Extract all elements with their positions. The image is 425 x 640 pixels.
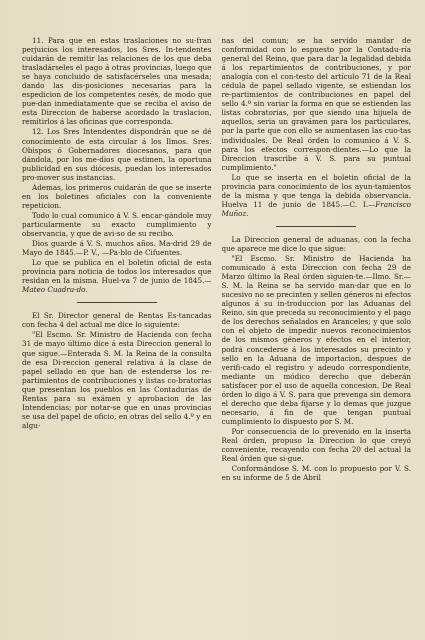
- paragraph-direccion-aduanas: La Direccion general de aduanas, con la fecha que aparece me dice lo que sigue:: [221, 234, 411, 253]
- paragraph-conformandose: Conformándose S. M. con lo propuesto por V. S. en su informe de 5 de Abril: [221, 464, 411, 483]
- signature-francisco-munoz: Francisco Muñoz.: [221, 199, 411, 218]
- paragraph-boletines: Ademas, los primeros cuidarán de que se inserte en los boletines oficiales con la conveniente repeticion.: [22, 182, 212, 210]
- signature-mateo-cuadrado: Mateo Cuadra-do.: [22, 285, 88, 295]
- paragraph-article-11: 11. Para que en estas traslaciones no su-fran perjuicios los interesados, los Sres. In-tendentes cuidarán de remitir las relaciones de los que deba trasladárseles el pago á otras provincias, luego que se haya concluido de satisfacérseles una mesada; dando las dis-posiciones necesarias para la espedicion de los competentes cesés, de modo que pue-dan inmediatamente que se reciba el aviso de esta Direccion de haberse acordado la traslacion, remitirlos á las oficinas que corresponda.: [22, 36, 212, 127]
- paragraph-real-orden: "El Escmo. Sr. Ministro de Hacienda ha comunicado á esta Direccion con fecha 29 de Marzo último la Real órden siguien-te.—Ilmo. Sr.—S. M. la Reina se ha servido man-dar que en lo sucesivo no se precinten y sellen géneros ni efectos algunos á su in-troduccion por las Aduanas del Reino, sin que preceda su reconocimiento y el pago de los derechos señalados en Aranceles; y que solo con el objeto de impedir nuevos reconocimientos de los mismos géneros y efectos en el interior, podrá concederse á los interesados su precinto y sello en la Aduana de importacion, despues de verifi-cado el registro y adeudo correspondiente, mediante un módico derecho que deberán satisfacer por el uso de aquella concesion. De Real órden lo digo á V. S. para que prevenga sin demora el derecho que deba fijarse y lo demas que juzgue necesario, á fin de que tengan puntual cumplimiento lo dispuesto por S. M.: [221, 254, 411, 426]
- paragraph-publica-text: Lo que se publica en el boletin oficial de esta provincia para noticia de todos los interesados que residan en la misma. Huel-va 7 de junio de 1845.—: [22, 258, 212, 286]
- left-column: [22, 36, 212, 630]
- paragraph-article-12: 12. Los Sres Intendentes dispondrán que se dé conocimiento de esta circular á los Ilmos. Sres. Obispos ó Gobernadores diocesanos, para que dándola, por los me-dios que estimen, la oportuna publicidad en sus diócesis, puedan los interesados pro-mover sus instancias.: [22, 127, 212, 182]
- paragraph-ministro-hacienda: "El Escmo. Sr. Ministro de Hacienda con fecha 31 de mayo último dice á esta Direccion general lo que sigue.—Enterada S. M. la Reina de la consulta de esa Di-reccion general relativa á la clase de papel sellado en que han de estenderse los re-partimientos de contribuciones y listas co-bratorias que presentan los pueblos en las Contadurías de Rentas para su exámen y aprobacion de las Intendencias; por notar-se que en unas provincias se usa del papel de oficio, en otras del sello 4.º y en algu-: [22, 330, 212, 430]
- paragraph-inserta-text: Lo que se inserta en el boletin oficial de la provincia para conocimiento de los ayun-tamientos de la misma y que tenga la debida observancia. Huelva 11 de junio de 1845.—C. I.—: [221, 172, 411, 209]
- right-column: [222, 36, 412, 630]
- paragraph-dios-guarde: Dios guarde á V. S. muchos años. Ma-drid 29 de Mayo de 1845.—P. V., —Pa-blo de Cifuentes.: [22, 239, 212, 258]
- paragraph-comunico: Todo lo cual comunico á V. S. encar-gándole muy particularmente su exacto cumplimiento y observancia, y que de avi-so de su recibo.: [22, 210, 212, 238]
- paragraph-continuation: nas del comun; se ha servido mandar de conformidad con lo espuesto por la Contadu-ría general del Reino, que para dar la legalidad debida á los repartimientos de contribuciones, y por analogía con el con-testo del artículo 71 de la Real cédula de papel sellado vigente, se estiendan los re-partimientos de contribuciones en papel del sello 4.º sin variar la forma en que se estienden las listas cobratorias, por que siendo una hijuela de aquellos, seria un gravámen para los particulares, por la parte que con ello se aumentasen las cuo-tas individuales. De Real órden lo comunico á V. S. para los efectos correspon-dientes.—Lo que la Direccion trascribe á V. S. para su puntual cumplimiento.": [221, 36, 411, 172]
- paragraph-consecuencia: Por consecuencia de lo prevenido en la inserta Real órden, propuso la Direccion lo que creyó conveniente, recayendo con fecha 20 del actual la Real órden que si-gue.: [221, 426, 411, 464]
- paragraph-director-rentas: El Sr. Director general de Rentas Es-tancadas con fecha 4 del actual me dice lo siguiente:: [22, 311, 212, 330]
- paragraph-publica-boletin: [22, 258, 212, 294]
- paragraph-inserta-boletin: [222, 173, 412, 218]
- section-divider: [276, 226, 356, 227]
- section-divider: [77, 302, 157, 303]
